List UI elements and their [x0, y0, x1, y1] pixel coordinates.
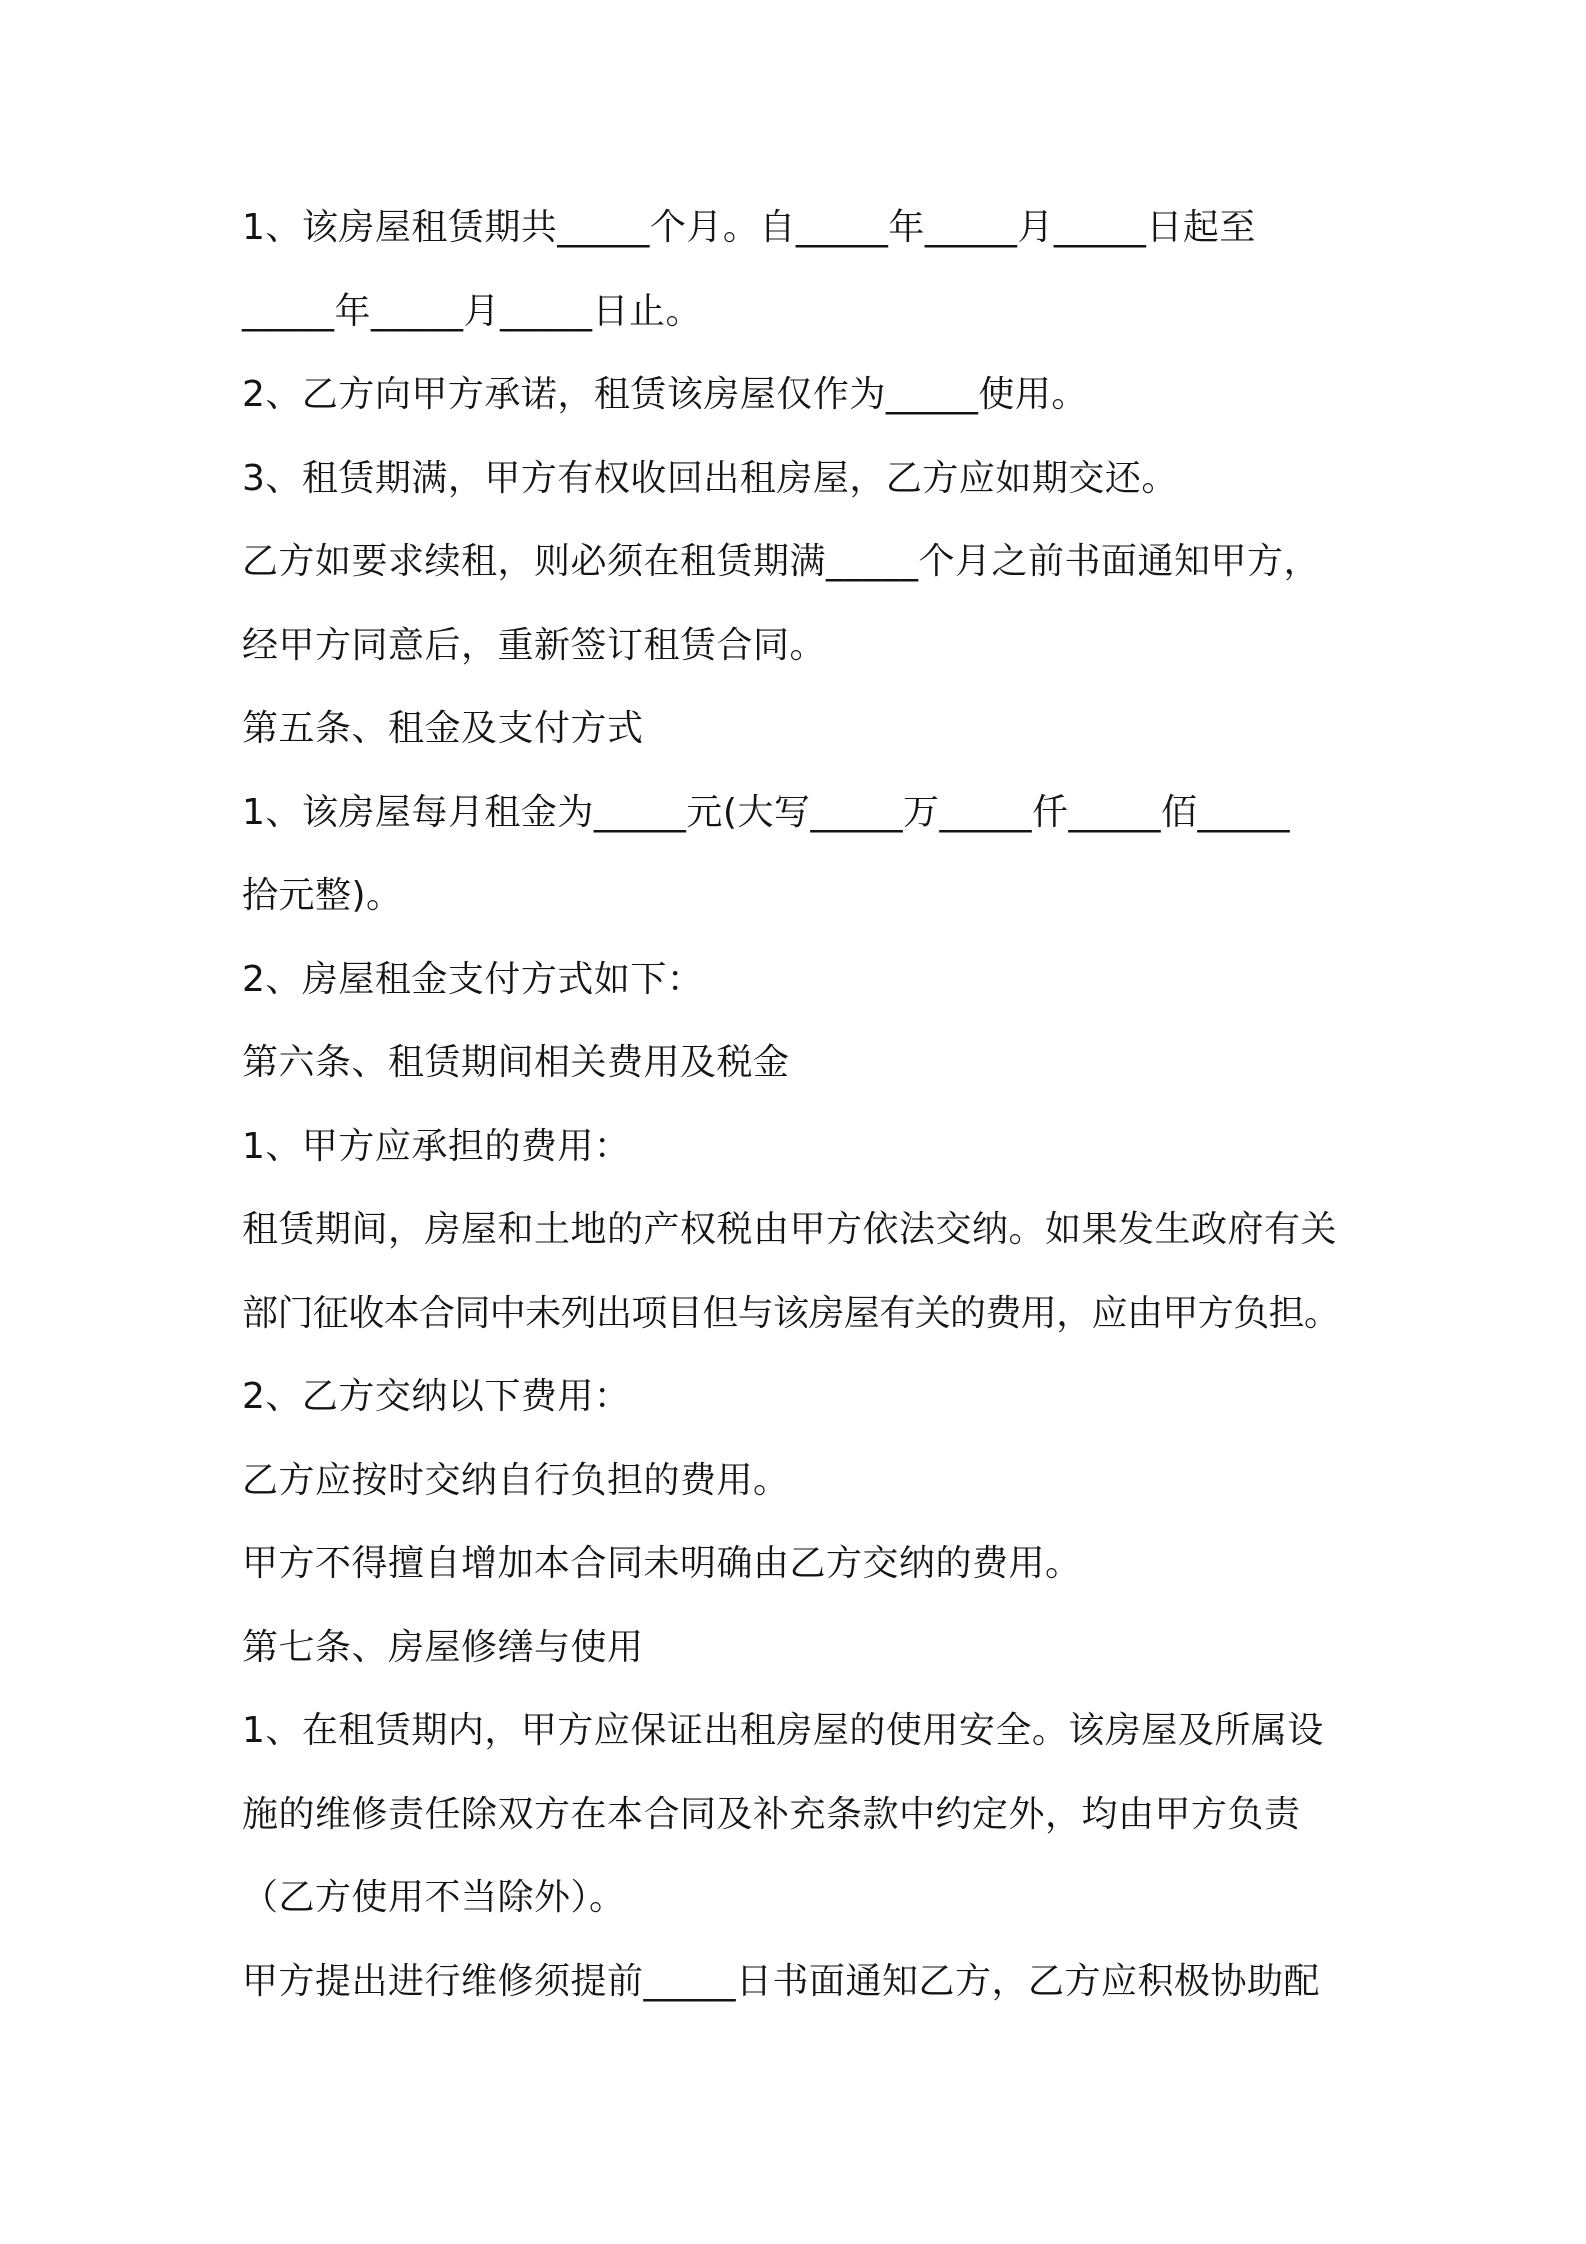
text-line: 1、在租赁期内，甲方应保证出租房屋的使用安全。该房屋及所属设	[242, 1710, 1324, 1751]
text-line: 租赁期间，房屋和土地的产权税由甲方依法交纳。如果发生政府有关	[242, 1209, 1338, 1250]
text-line: 拾元整)。	[242, 875, 403, 916]
text-line: 2、乙方向甲方承诺，租赁该房屋仅作为_____使用。	[242, 374, 1088, 415]
text-line: 乙方如要求续租，则必须在租赁期满_____个月之前书面通知甲方，	[242, 541, 1321, 582]
text-line: 部门征收本合同中未列出项目但与该房屋有关的费用，应由甲方负担。	[242, 1292, 1340, 1334]
text-line: 1、该房屋租赁期共_____个月。自_____年_____月_____日起至	[242, 207, 1256, 248]
section-heading: 第七条、房屋修缮与使用	[242, 1626, 644, 1668]
text-line: 施的维修责任除双方在本合同及补充条款中约定外，均由甲方负责	[242, 1793, 1301, 1835]
text-line: 甲方不得擅自增加本合同未明确由乙方交纳的费用。	[242, 1543, 1082, 1584]
text-line: 2、乙方交纳以下费用：	[242, 1376, 631, 1417]
text-line: 2、房屋租金支付方式如下：	[242, 958, 704, 1000]
text-line: 1、该房屋每月租金为_____元(大写_____万_____仟_____佰_____	[242, 791, 1290, 833]
section-heading: 第五条、租金及支付方式	[242, 708, 644, 749]
text-line: 1、甲方应承担的费用：	[242, 1125, 631, 1167]
text-line: （乙方使用不当除外）。	[242, 1877, 626, 1918]
document-body	[242, 198, 1392, 2035]
text-line: _____年_____月_____日止。	[242, 290, 703, 332]
text-line: 甲方提出进行维修须提前_____日书面通知乙方，乙方应积极协助配	[242, 1960, 1321, 2002]
text-line: 经甲方同意后，重新签订租赁合同。	[242, 624, 827, 666]
section-heading: 第六条、租赁期间相关费用及税金	[242, 1042, 790, 1083]
text-line: 3、租赁期满，甲方有权收回出租房屋，乙方应如期交还。	[242, 457, 1178, 499]
text-line: 乙方应按时交纳自行负担的费用。	[242, 1459, 790, 1501]
